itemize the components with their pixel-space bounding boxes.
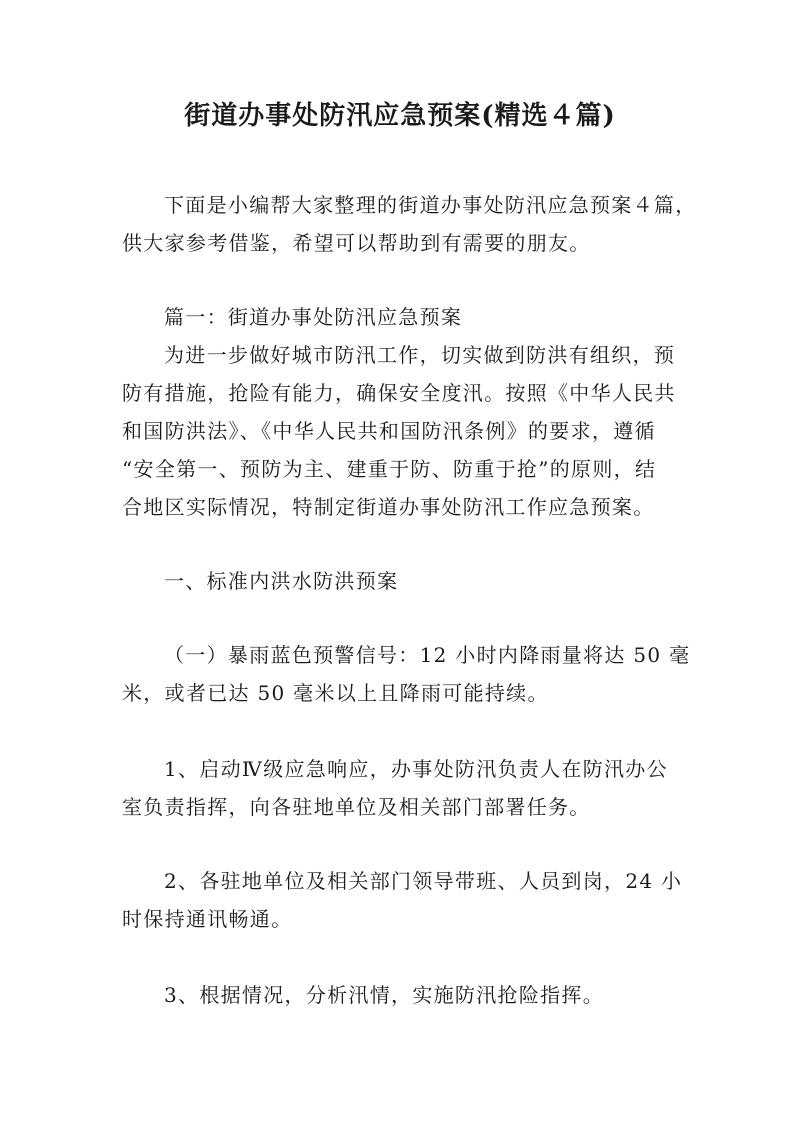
section1-paragraph [122,336,684,526]
subheading-1-text: 一、标准内洪水防洪预案 [164,569,399,593]
item-3-line-1: 3、根据情况，分析汛情，实施防汛抢险指挥。 [164,983,605,1007]
item-1-line-1: 1、启动Ⅳ级应急响应，办事处防汛负责人在防汛办公 [164,757,668,781]
document-title: 街道办事处防汛应急预案(精选４篇) [184,101,616,131]
section1-line-1: 为进一步做好城市防汛工作，切实做到防洪有组织，预 [164,343,676,367]
item-3-paragraph [122,976,684,1014]
intro-line-1: 下面是小编帮大家整理的街道办事处防汛应急预案４篇， [164,193,697,217]
blue-warning-line-2: 米，或者已达 50 毫米以上且降雨可能持续。 [122,681,549,705]
item-2-line-2: 时保持通讯畅通。 [122,907,293,931]
blue-warning-paragraph [122,636,691,712]
section1-heading-text: 篇一：街道办事处防汛应急预案 [164,305,463,329]
item-2-paragraph [122,862,684,938]
subheading-standard-flood [122,562,684,600]
intro-line-2: 供大家参考借鉴，希望可以帮助到有需要的朋友。 [122,231,591,255]
section1-heading [122,298,684,336]
section1-line-4: “安全第一、预防为主、建重于防、防重于抢”的原则，结 [122,457,657,481]
item-1-line-2: 室负责指挥，向各驻地单位及相关部门部署任务。 [122,795,591,819]
intro-paragraph [122,186,697,262]
section1-line-5: 合地区实际情况，特制定街道办事处防汛工作应急预案。 [122,495,655,519]
item-1-paragraph [122,750,684,826]
section1-line-2: 防有措施，抢险有能力，确保安全度汛。按照《中华人民共 [122,381,676,405]
blue-warning-line-1: （一）暴雨蓝色预警信号：12 小时内降雨量将达 50 毫 [164,643,691,667]
section1-line-3: 和国防洪法》、《中华人民共和国防汛条例》的要求，遵循 [122,419,656,443]
item-2-line-1: 2、各驻地单位及相关部门领导带班、人员到岗，24 小 [164,869,683,893]
